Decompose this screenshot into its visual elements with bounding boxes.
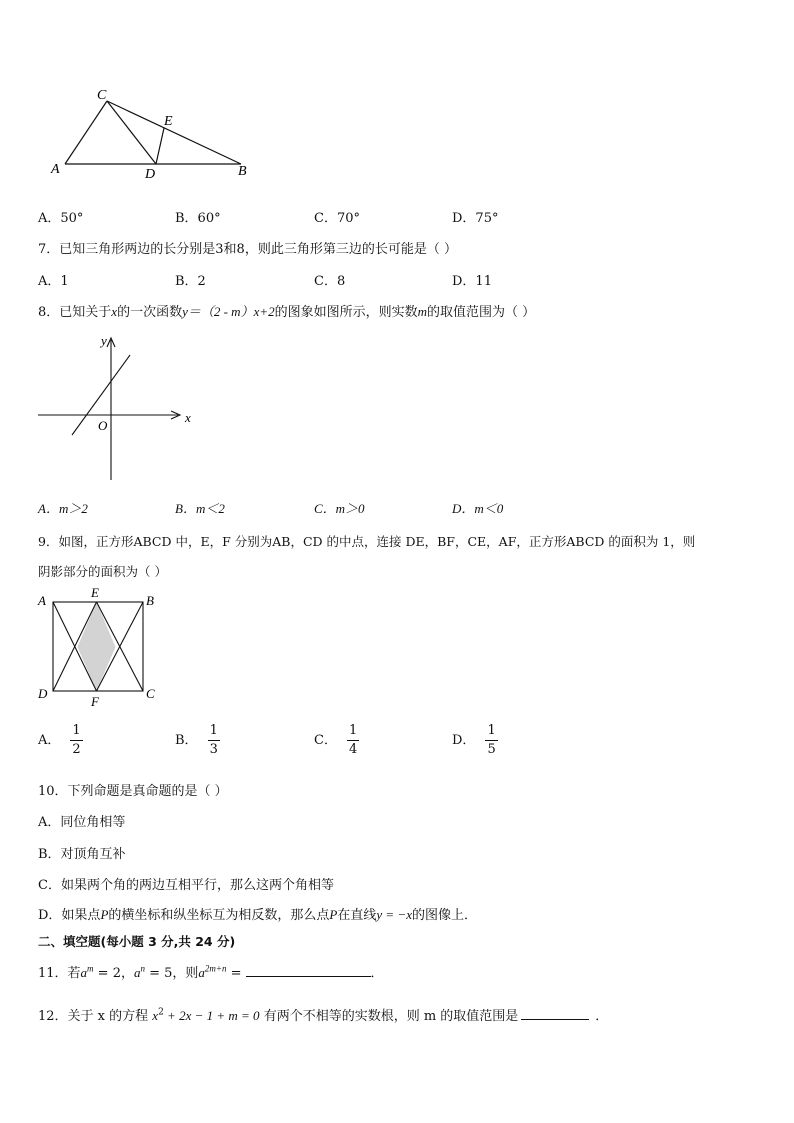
q12-equation-x: x <box>152 1008 159 1023</box>
q8-option-b: B．m＜2 <box>175 501 225 516</box>
q11-sup-1: m <box>87 963 94 974</box>
denominator: 4 <box>348 742 358 757</box>
q9-option-c <box>314 722 359 759</box>
q12-end: ． <box>595 1009 609 1024</box>
q11-eq-3: = <box>226 966 242 981</box>
q11-expr-2: a <box>133 965 141 980</box>
label-A: A <box>38 593 46 608</box>
denominator: 5 <box>487 742 496 757</box>
denominator: 2 <box>72 742 81 757</box>
q12-prefix: 12．关于 x 的方程 <box>38 1009 149 1024</box>
q10-option-d-end: 的图像上． <box>411 908 477 923</box>
q9-option-b-letter: B． <box>175 733 198 748</box>
q7-option-d: D．11 <box>452 274 492 289</box>
fraction <box>208 722 220 759</box>
q6-option-b: B．60° <box>175 211 221 226</box>
q8-var-m: m <box>417 304 428 319</box>
label-F: F <box>91 694 99 709</box>
label-D: D <box>38 686 48 701</box>
q8-function: y＝（2 - m）x+2 <box>182 304 275 319</box>
q7-option-b: B．2 <box>175 274 206 289</box>
square-figure <box>35 585 165 710</box>
q8-option-c: C．m＞0 <box>314 501 365 516</box>
q7-option-a: A．1 <box>38 274 69 289</box>
fraction <box>347 722 359 759</box>
q6-option-c: C．70° <box>314 211 360 226</box>
q10-option-b: B．对顶角互补 <box>38 847 126 862</box>
q6-option-d: D．75° <box>452 211 499 226</box>
q9-option-c-letter: C． <box>314 733 337 748</box>
label-A: A <box>51 162 60 177</box>
label-D: D <box>145 167 156 182</box>
q8-var-x: x <box>111 304 118 319</box>
q11-answer-blank[interactable] <box>246 964 371 977</box>
q11-expr-1: a <box>80 965 88 980</box>
fraction <box>70 722 82 759</box>
numerator: 1 <box>208 722 220 741</box>
q7-stem: 7．已知三角形两边的长分别是3和8，则此三角形第三边的长可能是（ ） <box>38 242 457 257</box>
q12-equation-rest: + 2x − 1 + m = 0 <box>163 1008 260 1023</box>
q11-stem <box>38 962 384 981</box>
q11-end: ． <box>370 966 384 981</box>
label-E: E <box>91 585 99 600</box>
label-B: B <box>238 164 247 179</box>
q12-stem <box>38 1005 608 1024</box>
q9-option-d <box>452 722 498 759</box>
q10-point-p2: P <box>329 907 338 922</box>
triangle-figure <box>45 85 260 185</box>
axis-label-y: y <box>101 333 107 348</box>
label-C: C <box>146 686 155 701</box>
q8-option-d: D．m＜0 <box>452 501 504 516</box>
q10-option-d-prefix: D．如果点 <box>38 908 101 923</box>
q10-option-c: C．如果两个角的两边互相平行，那么这两个角相等 <box>38 878 334 893</box>
label-C: C <box>97 88 107 103</box>
numerator: 1 <box>70 722 82 741</box>
shaded-region <box>78 602 116 691</box>
q11-sup-3: 2m+n <box>204 963 227 974</box>
q9-option-b <box>175 722 220 759</box>
q10-stem: 10．下列命题是真命题的是（ ） <box>38 784 228 799</box>
q7-option-c: C．8 <box>314 274 346 289</box>
q11-eq-1: = 2， <box>93 966 134 981</box>
q10-option-d-mid2: 在直线 <box>337 908 377 923</box>
q12-suffix: 有两个不相等的实数根，则 m 的取值范围是 <box>263 1009 519 1024</box>
q8-stem-suffix: 的图象如图所示，则实数 <box>274 305 418 320</box>
axis-label-x: x <box>185 410 191 425</box>
q11-expr-3: a <box>198 965 205 980</box>
q9-option-d-letter: D． <box>452 733 476 748</box>
linear-function-graph <box>30 330 200 485</box>
section-heading: 二、填空题(每小题 3 分,共 24 分) <box>38 934 236 949</box>
q11-prefix: 11．若 <box>38 966 81 981</box>
q10-option-d <box>38 904 477 923</box>
origin-label: O <box>98 418 108 433</box>
fraction <box>485 722 497 759</box>
q9-option-a <box>38 722 83 759</box>
numerator: 1 <box>485 722 497 741</box>
denominator: 3 <box>209 742 218 757</box>
q8-stem-prefix: 8．已知关于 <box>38 305 112 320</box>
numerator: 1 <box>347 722 359 741</box>
label-E: E <box>164 114 173 129</box>
q11-eq-2: = 5，则 <box>144 966 199 981</box>
q12-answer-blank[interactable] <box>521 1007 589 1020</box>
q9-stem-line1: 9．如图，正方形ABCD 中，E，F 分别为AB，CD 的中点，连接 DE，BF，CE，AF，正方形ABCD 的面积为 1，则 <box>38 534 696 549</box>
q9-stem-line2: 阴影部分的面积为（ ） <box>38 564 167 579</box>
q8-option-a: A．m＞2 <box>38 501 88 516</box>
q12-equation-sup: 2 <box>158 1007 164 1018</box>
q10-option-d-mid: 的横坐标和纵坐标互为相反数，那么点 <box>108 908 330 923</box>
q10-point-p: P <box>100 907 109 922</box>
q8-stem-end: 的取值范围为（ ） <box>427 305 536 320</box>
q10-option-a: A．同位角相等 <box>38 815 126 830</box>
q10-line-equation: y = −x <box>376 907 412 922</box>
q9-option-a-letter: A． <box>38 733 61 748</box>
label-B: B <box>146 593 154 608</box>
q8-stem <box>38 301 535 320</box>
q6-option-a: A．50° <box>38 211 84 226</box>
q11-sup-2: n <box>140 963 145 974</box>
q8-stem-mid: 的一次函数 <box>117 305 183 320</box>
